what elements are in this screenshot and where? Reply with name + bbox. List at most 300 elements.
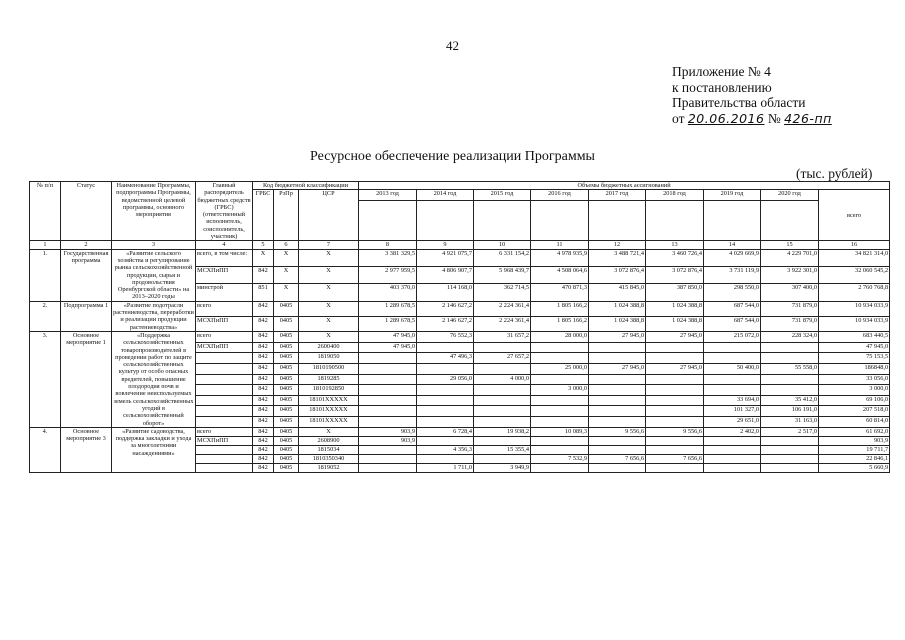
value-cell: 7 656,6: [589, 454, 646, 463]
appendix-line1: Приложение № 4: [672, 64, 771, 79]
rzpr-cell: 0405: [274, 445, 299, 454]
value-cell: [474, 436, 531, 445]
value-cell: [417, 406, 474, 417]
value-cell: [589, 463, 646, 472]
admin-cell: [196, 417, 253, 428]
table-row: [30, 427, 890, 436]
csr-cell: 18101XXXXX: [299, 406, 359, 417]
header-grbs: ГРБС: [253, 190, 274, 241]
admin-cell: МСХПиПП: [196, 342, 253, 353]
admin-cell: [196, 353, 253, 364]
appendix-number: 426-пп: [784, 110, 832, 126]
section-name: «Развитие подотрасли растениеводства, переработки и реализации продукции растениеводства»: [113, 301, 194, 331]
value-cell: [531, 417, 589, 428]
csr-cell: X: [299, 267, 359, 284]
rzpr-cell: 0405: [274, 463, 299, 472]
header-status: Статус: [61, 182, 112, 241]
csr-cell: 2600400: [299, 342, 359, 353]
csr-cell: X: [299, 316, 359, 331]
value-cell: 76 552,3: [417, 331, 474, 342]
value-cell: 470 871,3: [531, 284, 589, 301]
value-cell: 7 532,9: [531, 454, 589, 463]
value-cell: [417, 395, 474, 406]
value-cell: 25 000,0: [531, 363, 589, 374]
value-cell: 2 760 768,8: [819, 284, 890, 301]
value-cell: [417, 342, 474, 353]
appendix-line3: Правительства области: [672, 95, 806, 110]
admin-cell: всего: [196, 301, 253, 316]
value-cell: [531, 406, 589, 417]
value-cell: 3 381 329,5: [359, 249, 417, 266]
value-cell: 1 024 388,8: [646, 301, 704, 316]
admin-cell: [196, 454, 253, 463]
value-cell: 903,9: [359, 436, 417, 445]
value-cell: 22 846,1: [819, 454, 890, 463]
value-cell: [531, 445, 589, 454]
section-num: 4.: [30, 427, 61, 472]
grbs-cell: 842: [253, 417, 274, 428]
value-cell: [761, 454, 819, 463]
value-cell: [359, 385, 417, 396]
rzpr-cell: 0405: [274, 436, 299, 445]
csr-cell: X: [299, 301, 359, 316]
value-cell: 55 558,0: [761, 363, 819, 374]
csr-cell: X: [299, 284, 359, 301]
value-cell: 10 089,3: [531, 427, 589, 436]
value-cell: [704, 454, 761, 463]
header-year: 2017 год: [589, 190, 646, 201]
value-cell: [531, 436, 589, 445]
rzpr-cell: 0405: [274, 417, 299, 428]
admin-cell: [196, 395, 253, 406]
value-cell: 1 711,0: [417, 463, 474, 472]
value-cell: 687 544,0: [704, 301, 761, 316]
value-cell: [474, 342, 531, 353]
value-cell: [359, 445, 417, 454]
rzpr-cell: 0405: [274, 353, 299, 364]
value-cell: [417, 417, 474, 428]
value-cell: 47 945,0: [359, 342, 417, 353]
value-cell: [359, 395, 417, 406]
value-cell: [646, 353, 704, 364]
header-year: 2013 год: [359, 190, 417, 201]
grbs-cell: 842: [253, 316, 274, 331]
grbs-cell: X: [253, 249, 274, 266]
grbs-cell: 842: [253, 454, 274, 463]
value-cell: 69 106,0: [819, 395, 890, 406]
value-cell: 731 879,0: [761, 301, 819, 316]
header-year: 2020 год: [761, 190, 819, 201]
column-number: 1: [30, 241, 61, 249]
value-cell: 403 370,0: [359, 284, 417, 301]
value-cell: [761, 436, 819, 445]
value-cell: 6 331 154,2: [474, 249, 531, 266]
value-cell: 19 938,2: [474, 427, 531, 436]
table-row: [30, 301, 890, 316]
admin-cell: всего: [196, 427, 253, 436]
rzpr-cell: 0405: [274, 395, 299, 406]
value-cell: 4 356,3: [417, 445, 474, 454]
rzpr-cell: 0405: [274, 301, 299, 316]
value-cell: 2 517,0: [761, 427, 819, 436]
grbs-cell: 842: [253, 301, 274, 316]
header-volumes: Объемы бюджетных ассигнований: [359, 182, 890, 190]
rzpr-cell: 0405: [274, 331, 299, 342]
value-cell: 19 711,7: [819, 445, 890, 454]
value-cell: [704, 342, 761, 353]
appendix-block: [672, 64, 832, 126]
value-cell: 3 460 726,4: [646, 249, 704, 266]
admin-cell: [196, 445, 253, 454]
rzpr-cell: 0405: [274, 342, 299, 353]
value-cell: [474, 417, 531, 428]
appendix-line2: к постановлению: [672, 79, 772, 95]
column-number: 6: [274, 241, 299, 249]
appendix-date-prefix: от: [672, 110, 685, 126]
value-cell: 2 977 959,5: [359, 267, 417, 284]
header-row-1: [30, 182, 890, 190]
value-cell: [589, 342, 646, 353]
value-cell: [646, 342, 704, 353]
grbs-cell: 842: [253, 436, 274, 445]
value-cell: 3 922 301,0: [761, 267, 819, 284]
value-cell: 1 805 166,2: [531, 301, 589, 316]
value-cell: 1 024 388,8: [646, 316, 704, 331]
section-status: Основное мероприятие 1: [61, 331, 112, 427]
csr-cell: X: [299, 249, 359, 266]
value-cell: 683 440,5: [819, 331, 890, 342]
column-number: 10: [474, 241, 531, 249]
rzpr-cell: X: [274, 267, 299, 284]
value-cell: [761, 353, 819, 364]
csr-cell: 1810190500: [299, 363, 359, 374]
value-cell: 47 496,3: [417, 353, 474, 364]
value-cell: [646, 463, 704, 472]
value-cell: [359, 374, 417, 385]
admin-cell: всего: [196, 331, 253, 342]
value-cell: [359, 363, 417, 374]
header-num: № п/п: [30, 182, 61, 241]
units-label: (тыс. рублей): [796, 166, 873, 181]
document-title: Ресурсное обеспечение реализации Программы: [310, 149, 595, 164]
rzpr-cell: X: [274, 284, 299, 301]
value-cell: [761, 445, 819, 454]
value-cell: 27 945,0: [589, 363, 646, 374]
resource-table: [29, 181, 890, 473]
value-cell: [359, 454, 417, 463]
rzpr-cell: 0405: [274, 454, 299, 463]
value-cell: [589, 436, 646, 445]
rzpr-cell: 0405: [274, 427, 299, 436]
admin-cell: МСХПиПП: [196, 436, 253, 445]
value-cell: 4 978 935,9: [531, 249, 589, 266]
section-status: Подпрограмма 1: [61, 301, 112, 331]
header-year: 2018 год: [646, 190, 704, 201]
value-cell: 3 072 876,4: [589, 267, 646, 284]
header-year: 2019 год: [704, 190, 761, 201]
value-cell: 29 651,0: [704, 417, 761, 428]
value-cell: 1 024 388,8: [589, 316, 646, 331]
value-cell: 2 146 627,2: [417, 316, 474, 331]
value-cell: [359, 353, 417, 364]
grbs-cell: 842: [253, 385, 274, 396]
value-cell: 415 845,0: [589, 284, 646, 301]
value-cell: [474, 406, 531, 417]
csr-cell: 1819050: [299, 353, 359, 364]
admin-cell: [196, 374, 253, 385]
value-cell: [704, 353, 761, 364]
csr-cell: 1810350340: [299, 454, 359, 463]
value-cell: 1 289 678,5: [359, 316, 417, 331]
value-cell: [359, 463, 417, 472]
csr-cell: 18101XXXXX: [299, 417, 359, 428]
rzpr-cell: 0405: [274, 363, 299, 374]
value-cell: 27 945,0: [646, 331, 704, 342]
value-cell: 3 072 876,4: [646, 267, 704, 284]
value-cell: 47 945,0: [819, 342, 890, 353]
value-cell: [531, 463, 589, 472]
value-cell: 35 412,0: [761, 395, 819, 406]
value-cell: [646, 385, 704, 396]
value-cell: [417, 385, 474, 396]
value-cell: [704, 463, 761, 472]
value-cell: [646, 374, 704, 385]
column-number: 13: [646, 241, 704, 249]
value-cell: 33 694,0: [704, 395, 761, 406]
value-cell: 4 508 064,6: [531, 267, 589, 284]
value-cell: [589, 445, 646, 454]
section-status: Государственная программа: [61, 249, 112, 301]
value-cell: 2 402,0: [704, 427, 761, 436]
value-cell: 4 029 669,9: [704, 249, 761, 266]
csr-cell: 1819285: [299, 374, 359, 385]
value-cell: 27 945,0: [646, 363, 704, 374]
value-cell: 903,9: [359, 427, 417, 436]
csr-cell: 18101XXXXX: [299, 395, 359, 406]
column-number: 5: [253, 241, 274, 249]
column-number: 15: [761, 241, 819, 249]
column-number: 9: [417, 241, 474, 249]
section-name: «Поддержка сельскохозяйственных товаропроизводителей в проведении работ по защите сельскохозяйственных культур от особо опасных вредителей, повышение плодородия почв и вовлечение неиспользуемых земель сельскохозяйственных угодий в сельскохозяйственный оборот»: [113, 331, 194, 427]
grbs-cell: 842: [253, 267, 274, 284]
value-cell: 387 850,0: [646, 284, 704, 301]
header-admin: Главный распорядитель бюджетных средств (ГРБС) (ответственный исполнитель, соисполнитель, участник): [197, 182, 251, 241]
value-cell: 4 921 075,7: [417, 249, 474, 266]
value-cell: 47 945,0: [359, 331, 417, 342]
value-cell: 29 056,0: [417, 374, 474, 385]
grbs-cell: 842: [253, 374, 274, 385]
admin-cell: [196, 363, 253, 374]
value-cell: [646, 436, 704, 445]
header-total: всего: [819, 190, 890, 241]
admin-cell: [196, 385, 253, 396]
column-number: 8: [359, 241, 417, 249]
value-cell: 731 879,0: [761, 316, 819, 331]
grbs-cell: 842: [253, 427, 274, 436]
value-cell: 9 556,6: [589, 427, 646, 436]
value-cell: [646, 395, 704, 406]
value-cell: 298 550,0: [704, 284, 761, 301]
column-number: 7: [299, 241, 359, 249]
column-number: 11: [531, 241, 589, 249]
value-cell: 31 657,2: [474, 331, 531, 342]
value-cell: [761, 342, 819, 353]
value-cell: 3 000,0: [819, 385, 890, 396]
section-num: 1.: [30, 249, 61, 301]
column-number: 2: [61, 241, 112, 249]
table-row: [30, 331, 890, 342]
value-cell: [761, 463, 819, 472]
value-cell: [531, 353, 589, 364]
appendix-number-mark: №: [767, 110, 781, 126]
value-cell: 106 191,0: [761, 406, 819, 417]
value-cell: [417, 363, 474, 374]
grbs-cell: 842: [253, 331, 274, 342]
csr-cell: X: [299, 331, 359, 342]
header-name: Наименование Программы, подпрограммы Программы, ведомственной целевой программы, основного мероприятия: [112, 182, 196, 241]
section-name: «Развитие садоводства, поддержка закладки и ухода за многолетними насаждениями»: [112, 427, 196, 472]
section-num: 3.: [30, 331, 61, 427]
table-row: [30, 249, 890, 266]
value-cell: 6 728,4: [417, 427, 474, 436]
rzpr-cell: 0405: [274, 374, 299, 385]
value-cell: [646, 417, 704, 428]
value-cell: 3 488 721,4: [589, 249, 646, 266]
value-cell: 5 660,9: [819, 463, 890, 472]
value-cell: [474, 363, 531, 374]
grbs-cell: 842: [253, 353, 274, 364]
value-cell: 27 945,0: [589, 331, 646, 342]
value-cell: 32 060 545,2: [819, 267, 890, 284]
csr-cell: 1810192850: [299, 385, 359, 396]
value-cell: 215 072,0: [704, 331, 761, 342]
rzpr-cell: X: [274, 249, 299, 266]
column-number: 3: [112, 241, 196, 249]
value-cell: 75 153,5: [819, 353, 890, 364]
value-cell: [359, 406, 417, 417]
admin-cell: всего, в том числе:: [196, 249, 253, 266]
value-cell: [474, 395, 531, 406]
value-cell: 27 657,2: [474, 353, 531, 364]
admin-cell: минстрой: [196, 284, 253, 301]
column-number: 4: [196, 241, 253, 249]
admin-cell: МСХПиПП: [196, 316, 253, 331]
value-cell: 10 934 033,9: [819, 301, 890, 316]
column-number: 14: [704, 241, 761, 249]
value-cell: [761, 385, 819, 396]
header-rzpr: РзПр: [274, 190, 299, 241]
value-cell: [761, 374, 819, 385]
value-cell: [589, 385, 646, 396]
csr-cell: 1815034: [299, 445, 359, 454]
value-cell: [417, 454, 474, 463]
value-cell: 101 327,0: [704, 406, 761, 417]
value-cell: 7 656,6: [646, 454, 704, 463]
value-cell: 3 000,0: [531, 385, 589, 396]
grbs-cell: 842: [253, 363, 274, 374]
grbs-cell: 842: [253, 395, 274, 406]
value-cell: [589, 406, 646, 417]
value-cell: 207 518,0: [819, 406, 890, 417]
column-number: 16: [819, 241, 890, 249]
value-cell: [589, 417, 646, 428]
grbs-cell: 842: [253, 445, 274, 454]
value-cell: [531, 395, 589, 406]
value-cell: 114 168,0: [417, 284, 474, 301]
column-number: 12: [589, 241, 646, 249]
value-cell: [474, 454, 531, 463]
value-cell: 61 692,0: [819, 427, 890, 436]
value-cell: [474, 385, 531, 396]
value-cell: 3 949,9: [474, 463, 531, 472]
value-cell: 1 024 388,8: [589, 301, 646, 316]
grbs-cell: 851: [253, 284, 274, 301]
section-name: «Развитие сельского хозяйства и регулирование рынка сельскохозяйственной продукции, сырья и продовольствия Оренбургской области» на 2013–2020 годы: [112, 249, 196, 301]
value-cell: [531, 342, 589, 353]
value-cell: [531, 374, 589, 385]
value-cell: 186848,0: [819, 363, 890, 374]
value-cell: 34 821 314,0: [819, 249, 890, 266]
value-cell: 3 731 119,9: [704, 267, 761, 284]
value-cell: 228 324,0: [761, 331, 819, 342]
value-cell: [589, 374, 646, 385]
value-cell: 4 806 907,7: [417, 267, 474, 284]
value-cell: 5 968 439,7: [474, 267, 531, 284]
header-year: 2015 год: [474, 190, 531, 201]
value-cell: 31 163,0: [761, 417, 819, 428]
value-cell: [646, 445, 704, 454]
section-status: Основное мероприятие 3: [61, 427, 112, 472]
value-cell: 9 556,6: [646, 427, 704, 436]
value-cell: 33 056,0: [819, 374, 890, 385]
appendix-date: 20.06.2016: [687, 110, 765, 126]
value-cell: 28 000,0: [531, 331, 589, 342]
section-num: 2.: [30, 301, 61, 331]
value-cell: 4 000,0: [474, 374, 531, 385]
value-cell: [359, 417, 417, 428]
value-cell: [589, 353, 646, 364]
value-cell: 2 146 627,2: [417, 301, 474, 316]
rzpr-cell: 0405: [274, 316, 299, 331]
admin-cell: [196, 406, 253, 417]
value-cell: 50 400,0: [704, 363, 761, 374]
header-year: 2014 год: [417, 190, 474, 201]
value-cell: [417, 436, 474, 445]
value-cell: [589, 395, 646, 406]
value-cell: [704, 445, 761, 454]
value-cell: 1 289 678,5: [359, 301, 417, 316]
grbs-cell: 842: [253, 342, 274, 353]
value-cell: [646, 406, 704, 417]
appendix-line4: [672, 111, 832, 127]
csr-cell: 2608900: [299, 436, 359, 445]
admin-cell: МСХПиПП: [196, 267, 253, 284]
value-cell: [704, 385, 761, 396]
value-cell: 10 934 033,9: [819, 316, 890, 331]
value-cell: 15 355,4: [474, 445, 531, 454]
value-cell: 60 814,0: [819, 417, 890, 428]
csr-cell: 1819052: [299, 463, 359, 472]
value-cell: 687 544,0: [704, 316, 761, 331]
value-cell: 903,9: [819, 436, 890, 445]
value-cell: 307 400,0: [761, 284, 819, 301]
value-cell: 362 714,5: [474, 284, 531, 301]
value-cell: [704, 436, 761, 445]
value-cell: 2 224 361,4: [474, 301, 531, 316]
header-budget-code: Код бюджетной классификации: [253, 182, 359, 190]
value-cell: 4 229 701,0: [761, 249, 819, 266]
header-year: 2016 год: [531, 190, 589, 201]
